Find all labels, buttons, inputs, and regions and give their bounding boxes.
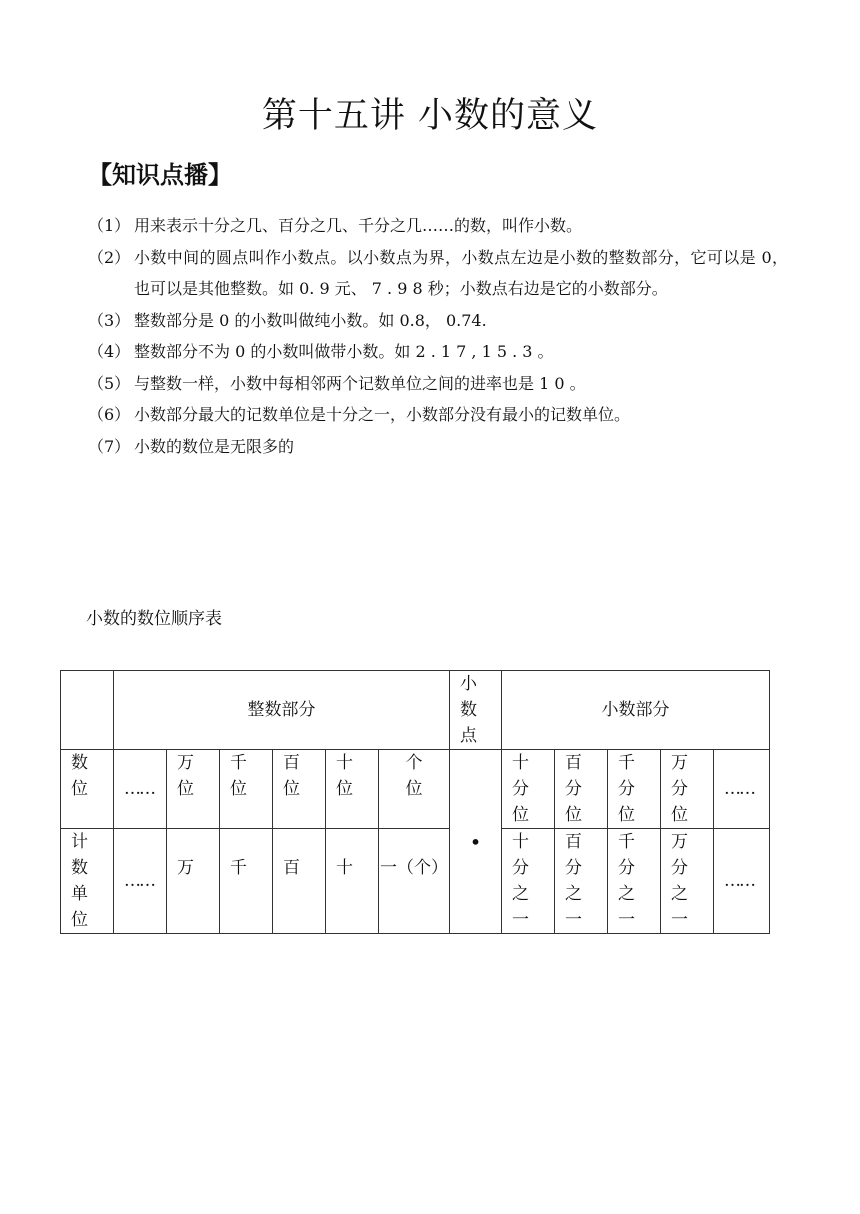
knowledge-points-list — [88, 210, 788, 462]
decimal-part-header: 小数部分 — [502, 671, 770, 750]
row-label-place: 数位 — [61, 750, 114, 829]
ellipsis-cell: …… — [114, 829, 167, 934]
list-item — [88, 399, 788, 431]
item-number: （2） — [88, 247, 131, 267]
list-item — [88, 242, 788, 305]
ellipsis-cell: …… — [714, 829, 770, 934]
list-item — [88, 210, 788, 242]
unit-ge: 一（个） — [379, 829, 450, 934]
list-item — [88, 431, 788, 463]
item-text: 小数中间的圆点叫作小数点。以小数点为界，小数点左边是小数的整数部分，它可以是 0，也可以是其他整数。如 0. 9 元、 7 . 9 8 秒；小数点右边是它的小数部分。 — [134, 247, 788, 298]
item-number: （6） — [88, 405, 131, 424]
place-qian: 千位 — [220, 750, 273, 829]
unit-tenths: 十分之一 — [502, 829, 555, 934]
item-text: 整数部分不为 0 的小数叫做带小数。如 2 . 1 7 , 1 5 . 3 。 — [134, 342, 554, 361]
unit-hundredths: 百分之一 — [555, 829, 608, 934]
item-number: （1） — [88, 216, 131, 235]
row-label-unit: 计数单位 — [61, 829, 114, 934]
table-row — [61, 750, 770, 829]
unit-bai: 百 — [273, 829, 326, 934]
item-text: 小数的数位是无限多的 — [134, 436, 295, 456]
unit-qian: 千 — [220, 829, 273, 934]
page-title: 第十五讲 小数的意义 — [261, 96, 599, 136]
table-caption: 小数的数位顺序表 — [86, 609, 222, 629]
place-value-table — [60, 670, 770, 934]
table-row — [61, 829, 770, 934]
place-ge: 个位 — [379, 750, 450, 829]
place-hundredths: 百分位 — [555, 750, 608, 829]
item-number: （4） — [88, 342, 131, 361]
place-wan: 万位 — [167, 750, 220, 829]
unit-ten-thousandths: 万分之一 — [661, 829, 714, 934]
item-number: （7） — [88, 436, 131, 456]
item-text: 小数部分最大的记数单位是十分之一，小数部分没有最小的记数单位。 — [134, 405, 631, 424]
list-item — [88, 336, 788, 368]
place-thousandths: 千分位 — [608, 750, 661, 829]
place-shi: 十位 — [326, 750, 379, 829]
unit-shi: 十 — [326, 829, 379, 934]
list-item — [88, 305, 788, 337]
table-row — [61, 671, 770, 750]
ellipsis-cell: …… — [114, 750, 167, 829]
corner-cell — [61, 671, 114, 750]
ellipsis-cell: …… — [714, 750, 770, 829]
place-ten-thousandths: 万分位 — [661, 750, 714, 829]
section-heading: 【知识点播】 — [88, 161, 232, 189]
item-text: 用来表示十分之几、百分之几、千分之几……的数，叫作小数。 — [134, 216, 583, 235]
list-item — [88, 368, 788, 400]
integer-part-header: 整数部分 — [114, 671, 450, 750]
decimal-point-dot: • — [450, 750, 502, 934]
decimal-point-header: 小数点 — [450, 671, 502, 750]
place-bai: 百位 — [273, 750, 326, 829]
place-tenths: 十分位 — [502, 750, 555, 829]
item-text: 与整数一样，小数中每相邻两个记数单位之间的进率也是 1 0 。 — [134, 373, 586, 393]
unit-thousandths: 千分之一 — [608, 829, 661, 934]
item-number: （3） — [88, 310, 131, 330]
unit-wan: 万 — [167, 829, 220, 934]
item-text: 整数部分是 0 的小数叫做纯小数。如 0.8， 0.74. — [134, 310, 487, 330]
item-number: （5） — [88, 373, 131, 393]
